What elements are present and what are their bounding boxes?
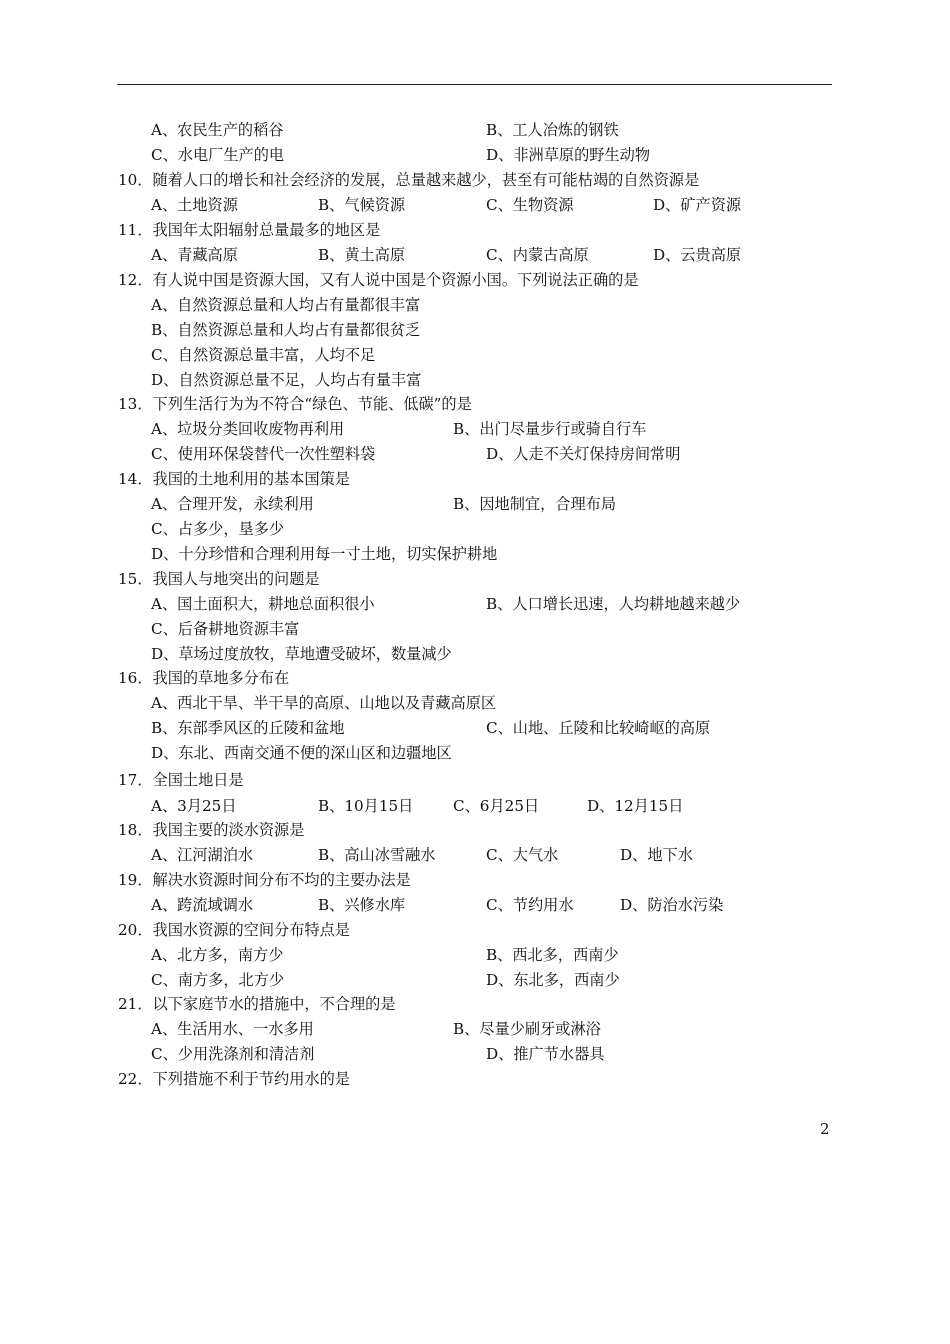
option-a: A、垃圾分类回收废物再利用 — [151, 420, 345, 438]
option-d: D、草场过度放牧，草地遭受破坏，数量减少 — [151, 645, 452, 663]
question-18: 18．我国主要的淡水资源是 — [118, 821, 305, 839]
option-c: C、内蒙古高原 — [486, 246, 589, 264]
option-b: B、西北多，西南少 — [486, 946, 619, 964]
option-d: D、非洲草原的野生动物 — [486, 146, 651, 164]
option-b: B、出门尽量步行或骑自行车 — [453, 420, 647, 438]
option-a: A、3月25日 — [151, 797, 237, 815]
option-b: B、10月15日 — [318, 797, 414, 815]
option-a: A、跨流域调水 — [151, 896, 254, 914]
option-d: D、12月15日 — [587, 797, 684, 815]
option-a: A、土地资源 — [151, 196, 238, 214]
option-b: B、黄土高原 — [318, 246, 406, 264]
option-b: B、气候资源 — [318, 196, 406, 214]
page-number: 2 — [820, 1120, 830, 1138]
option-d: D、东北、西南交通不便的深山区和边疆地区 — [151, 744, 452, 762]
question-12: 12．有人说中国是资源大国，又有人说中国是个资源小国。下列说法正确的是 — [118, 271, 639, 289]
question-21: 21．以下家庭节水的措施中，不合理的是 — [118, 995, 396, 1013]
option-c: C、使用环保袋替代一次性塑料袋 — [151, 445, 376, 463]
option-b: B、因地制宜，合理布局 — [453, 495, 617, 513]
option-d: D、云贵高原 — [653, 246, 742, 264]
option-b: B、兴修水库 — [318, 896, 406, 914]
option-d: D、十分珍惜和合理利用每一寸土地，切实保护耕地 — [151, 545, 498, 563]
option-b: B、高山冰雪融水 — [318, 846, 436, 864]
option-a: A、西北干旱、半干旱的高原、山地以及青藏高原区 — [151, 694, 497, 712]
option-d: D、防治水污染 — [620, 896, 724, 914]
option-a: A、青藏高原 — [151, 246, 238, 264]
option-d: D、推广节水器具 — [486, 1045, 605, 1063]
option-c: C、6月25日 — [453, 797, 540, 815]
option-d: D、自然资源总量不足，人均占有量丰富 — [151, 371, 422, 389]
option-d: D、人走不关灯保持房间常明 — [486, 445, 681, 463]
option-c: C、节约用水 — [486, 896, 574, 914]
option-a: A、江河湖泊水 — [151, 846, 254, 864]
question-14: 14．我国的土地利用的基本国策是 — [118, 470, 350, 488]
option-a: A、自然资源总量和人均占有量都很丰富 — [151, 296, 421, 314]
question-20: 20．我国水资源的空间分布特点是 — [118, 921, 350, 939]
option-d: D、东北多，西南少 — [486, 971, 620, 989]
option-b: B、工人冶炼的钢铁 — [486, 121, 619, 139]
option-c: C、水电厂生产的电 — [151, 146, 285, 164]
option-a: A、国土面积大，耕地总面积很小 — [151, 595, 375, 613]
option-c: C、生物资源 — [486, 196, 574, 214]
option-b: B、人口增长迅速，人均耕地越来越少 — [486, 595, 741, 613]
option-a: A、生活用水、一水多用 — [151, 1020, 314, 1038]
question-22: 22．下列措施不利于节约用水的是 — [118, 1070, 350, 1088]
question-16: 16．我国的草地多分布在 — [118, 669, 290, 687]
question-11: 11．我国年太阳辐射总量最多的地区是 — [118, 221, 381, 239]
option-a: A、合理开发，永续利用 — [151, 495, 314, 513]
question-19: 19．解决水资源时间分布不均的主要办法是 — [118, 871, 411, 889]
header-rule — [117, 84, 832, 85]
option-b: B、东部季风区的丘陵和盆地 — [151, 719, 345, 737]
option-c: C、山地、丘陵和比较崎岖的高原 — [486, 719, 711, 737]
question-17: 17．全国土地日是 — [118, 771, 244, 789]
question-13: 13．下列生活行为为不符合“绿色、节能、低碳”的是 — [118, 395, 472, 413]
option-b: B、自然资源总量和人均占有量都很贫乏 — [151, 321, 421, 339]
option-c: C、少用洗涤剂和清洁剂 — [151, 1045, 315, 1063]
option-c: C、大气水 — [486, 846, 559, 864]
option-c: C、占多少，垦多少 — [151, 520, 285, 538]
option-c: C、南方多，北方少 — [151, 971, 285, 989]
option-a: A、农民生产的稻谷 — [151, 121, 284, 139]
option-a: A、北方多，南方少 — [151, 946, 284, 964]
option-c: C、后备耕地资源丰富 — [151, 620, 300, 638]
option-d: D、矿产资源 — [653, 196, 742, 214]
question-15: 15．我国人与地突出的问题是 — [118, 570, 320, 588]
option-d: D、地下水 — [620, 846, 693, 864]
option-b: B、尽量少刷牙或淋浴 — [453, 1020, 601, 1038]
option-c: C、自然资源总量丰富，人均不足 — [151, 346, 376, 364]
question-10: 10．随着人口的增长和社会经济的发展，总量越来越少，甚至有可能枯竭的自然资源是 — [118, 171, 700, 189]
